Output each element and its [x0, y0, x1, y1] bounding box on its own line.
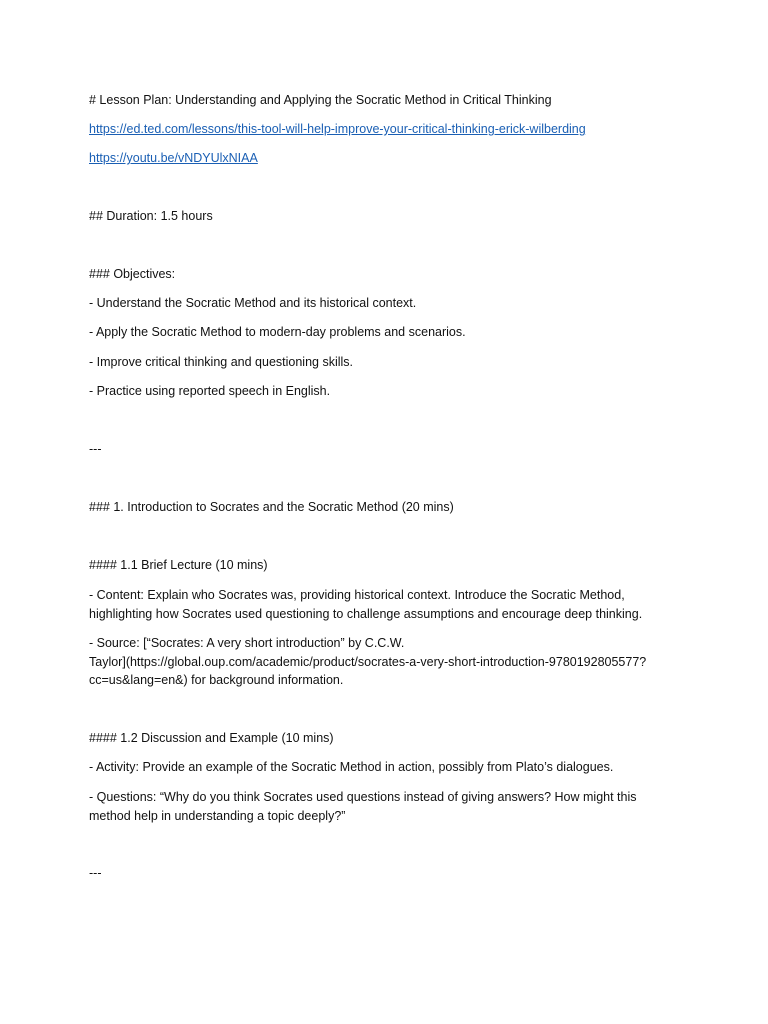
ted-lesson-link[interactable]: https://ed.ted.com/lessons/this-tool-will-help-improve-your-critical-thinking-erick-wilberding	[89, 122, 586, 136]
objective-item: - Understand the Socratic Method and its historical context.	[89, 296, 417, 310]
subsection-1-1-heading: #### 1.1 Brief Lecture (10 mins)	[89, 558, 268, 572]
subsection-1-1-content: - Content: Explain who Socrates was, providing historical context. Introduce the Socratic Method, highlighting how Socrates used questioning to challenge assumptions and encourage deep thinking.	[89, 588, 643, 621]
objective-item: - Practice using reported speech in English.	[89, 384, 331, 398]
source-line-2: Taylor](https://global.oup.com/academic/product/socrates-a-very-short-introduction-9780192805577?	[89, 654, 647, 669]
objective-item: - Improve critical thinking and questioning skills.	[89, 355, 354, 369]
lesson-plan-title: # Lesson Plan: Understanding and Applying the Socratic Method in Critical Thinking	[89, 93, 552, 107]
objectives-heading: ### Objectives:	[89, 267, 176, 281]
youtube-link-line	[89, 149, 679, 168]
youtube-link[interactable]: https://youtu.be/vNDYUlxNIAA	[89, 151, 258, 165]
subsection-1-2-activity: - Activity: Provide an example of the Socratic Method in action, possibly from Plato’s dialogues.	[89, 760, 614, 774]
ted-lesson-link-line	[89, 120, 679, 139]
duration-heading: ## Duration: 1.5 hours	[89, 209, 213, 223]
subsection-1-1-source	[89, 634, 709, 690]
subsection-1-2-questions: - Questions: “Why do you think Socrates used questions instead of giving answers? How might this method help in understanding a topic deeply?”	[89, 790, 637, 823]
section-separator: ---	[89, 866, 102, 880]
subsection-1-2-heading: #### 1.2 Discussion and Example (10 mins)	[89, 731, 334, 745]
source-line-3: cc=us&lang=en&) for background information.	[89, 673, 344, 687]
objective-item: - Apply the Socratic Method to modern-day problems and scenarios.	[89, 325, 466, 339]
section-1-heading: ### 1. Introduction to Socrates and the Socratic Method (20 mins)	[89, 500, 454, 514]
section-separator: ---	[89, 442, 102, 456]
source-line-1: - Source: [“Socrates: A very short introduction” by C.C.W.	[89, 636, 405, 650]
